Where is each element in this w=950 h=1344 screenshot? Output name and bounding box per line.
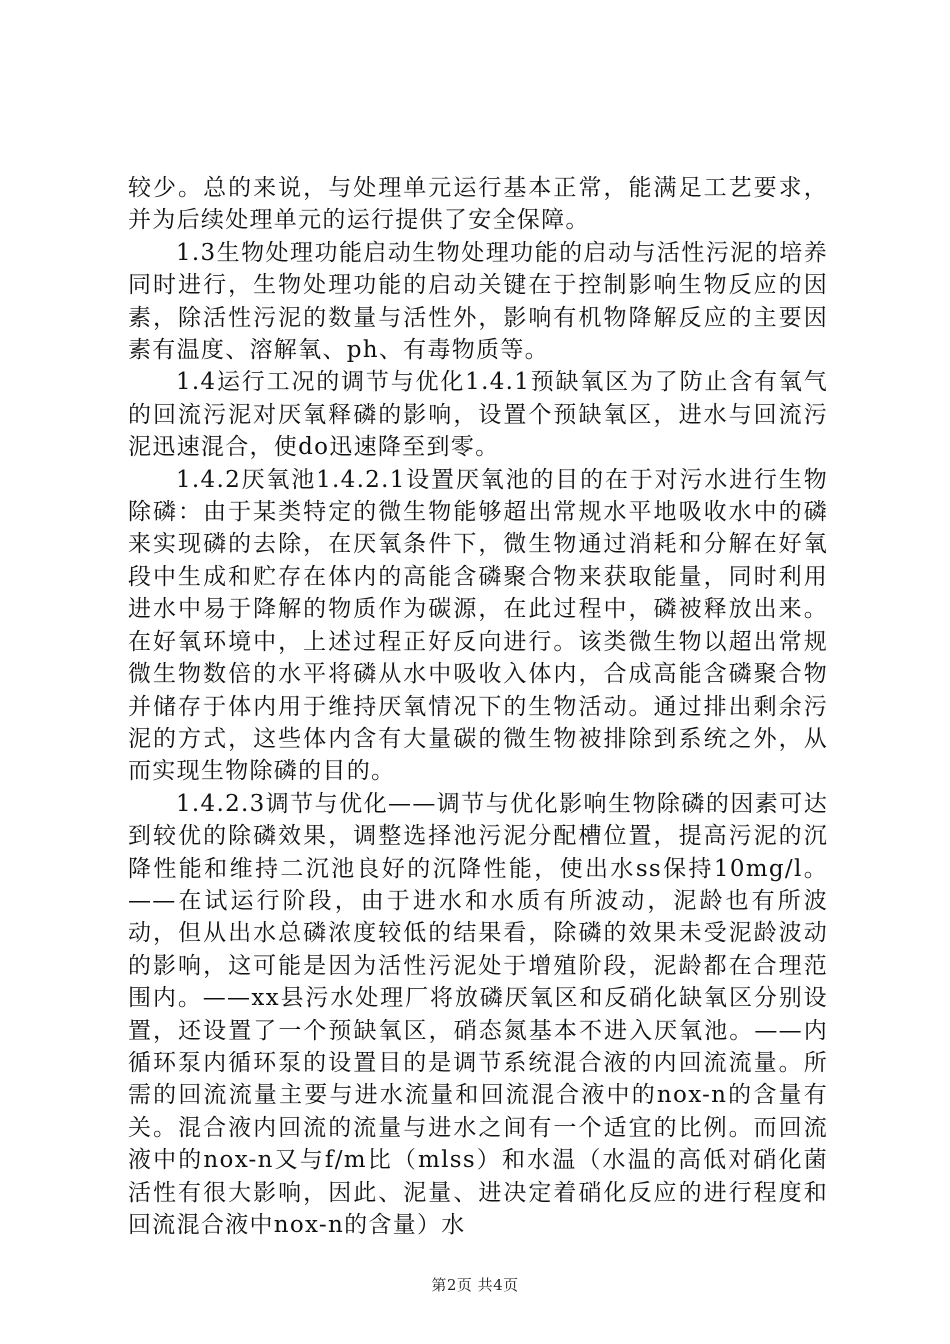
- paragraph-continuation: 较少。总的来说，与处理单元运行基本正常，能满足工艺要求，并为后续处理单元的运行提供了安全保障。: [128, 175, 828, 234]
- paragraph-section-1-4-2: 1.4.2厌氧池1.4.2.1设置厌氧池的目的在于对污水进行生物除磷：由于某类特定的微生物能够超出常规水平地吸收水中的磷来实现磷的去除，在厌氧条件下，微生物通过消耗和分解在好氧段中生成和贮存在体内的高能含磷聚合物来获取能量，同时利用进水中易于降解的物质作为碳源，在此过程中，磷被释放出来。在好氧环境中，上述过程正好反向进行。该类微生物以超出常规微生物数倍的水平将磷从水中吸收入体内，合成高能含磷聚合物并储存于体内用于维持厌氧情况下的生物活动。通过排出剩余污泥的方式，这些体内含有大量碳的微生物被排除到系统之外，从而实现生物除磷的目的。: [128, 466, 828, 785]
- paragraph-section-1-3: 1.3生物处理功能启动生物处理功能的启动与活性污泥的培养同时进行，生物处理功能的启动关键在于控制影响生物反应的因素，除活性污泥的数量与活性外，影响有机物降解反应的主要因素有温度、溶解氧、ph、有毒物质等。: [128, 239, 828, 364]
- page-footer: 第2页 共4页: [431, 1276, 519, 1294]
- paragraph-section-1-4-2-3: 1.4.2.3调节与优化——调节与优化影响生物除磷的因素可达到较优的除磷效果，调整选择池污泥分配槽位置，提高污泥的沉降性能和维持二沉池良好的沉降性能，使出水ss保持10mg/l。——在试运行阶段，由于进水和水质有所波动，泥龄也有所波动，但从出水总磷浓度较低的结果看，除磷的效果未受泥龄波动的影响，这可能是因为活性污泥处于增殖阶段，泥龄都在合理范围内。——xx县污水处理厂将放磷厌氧区和反硝化缺氧区分别设置，还设置了一个预缺氧区，硝态氮基本不进入厌氧池。——内循环泵内循环泵的设置目的是调节系统混合液的内回流流量。所需的回流流量主要与进水流量和回流混合液中的nox-n的含量有关。混合液内回流的流量与进水之间有一个适宜的比例。而回流液中的nox-n又与f/m比（mlss）和水温（水温的高低对硝化菌活性有很大影响，因此、泥量、进决定着硝化反应的进行程度和回流混合液中nox-n的含量）水: [128, 790, 828, 1238]
- paragraph-section-1-4: 1.4运行工况的调节与优化1.4.1预缺氧区为了防止含有氧气的回流污泥对厌氧释磷的影响，设置个预缺氧区，进水与回流污泥迅速混合，使do迅速降至到零。: [128, 369, 828, 461]
- document-body: [128, 172, 828, 1241]
